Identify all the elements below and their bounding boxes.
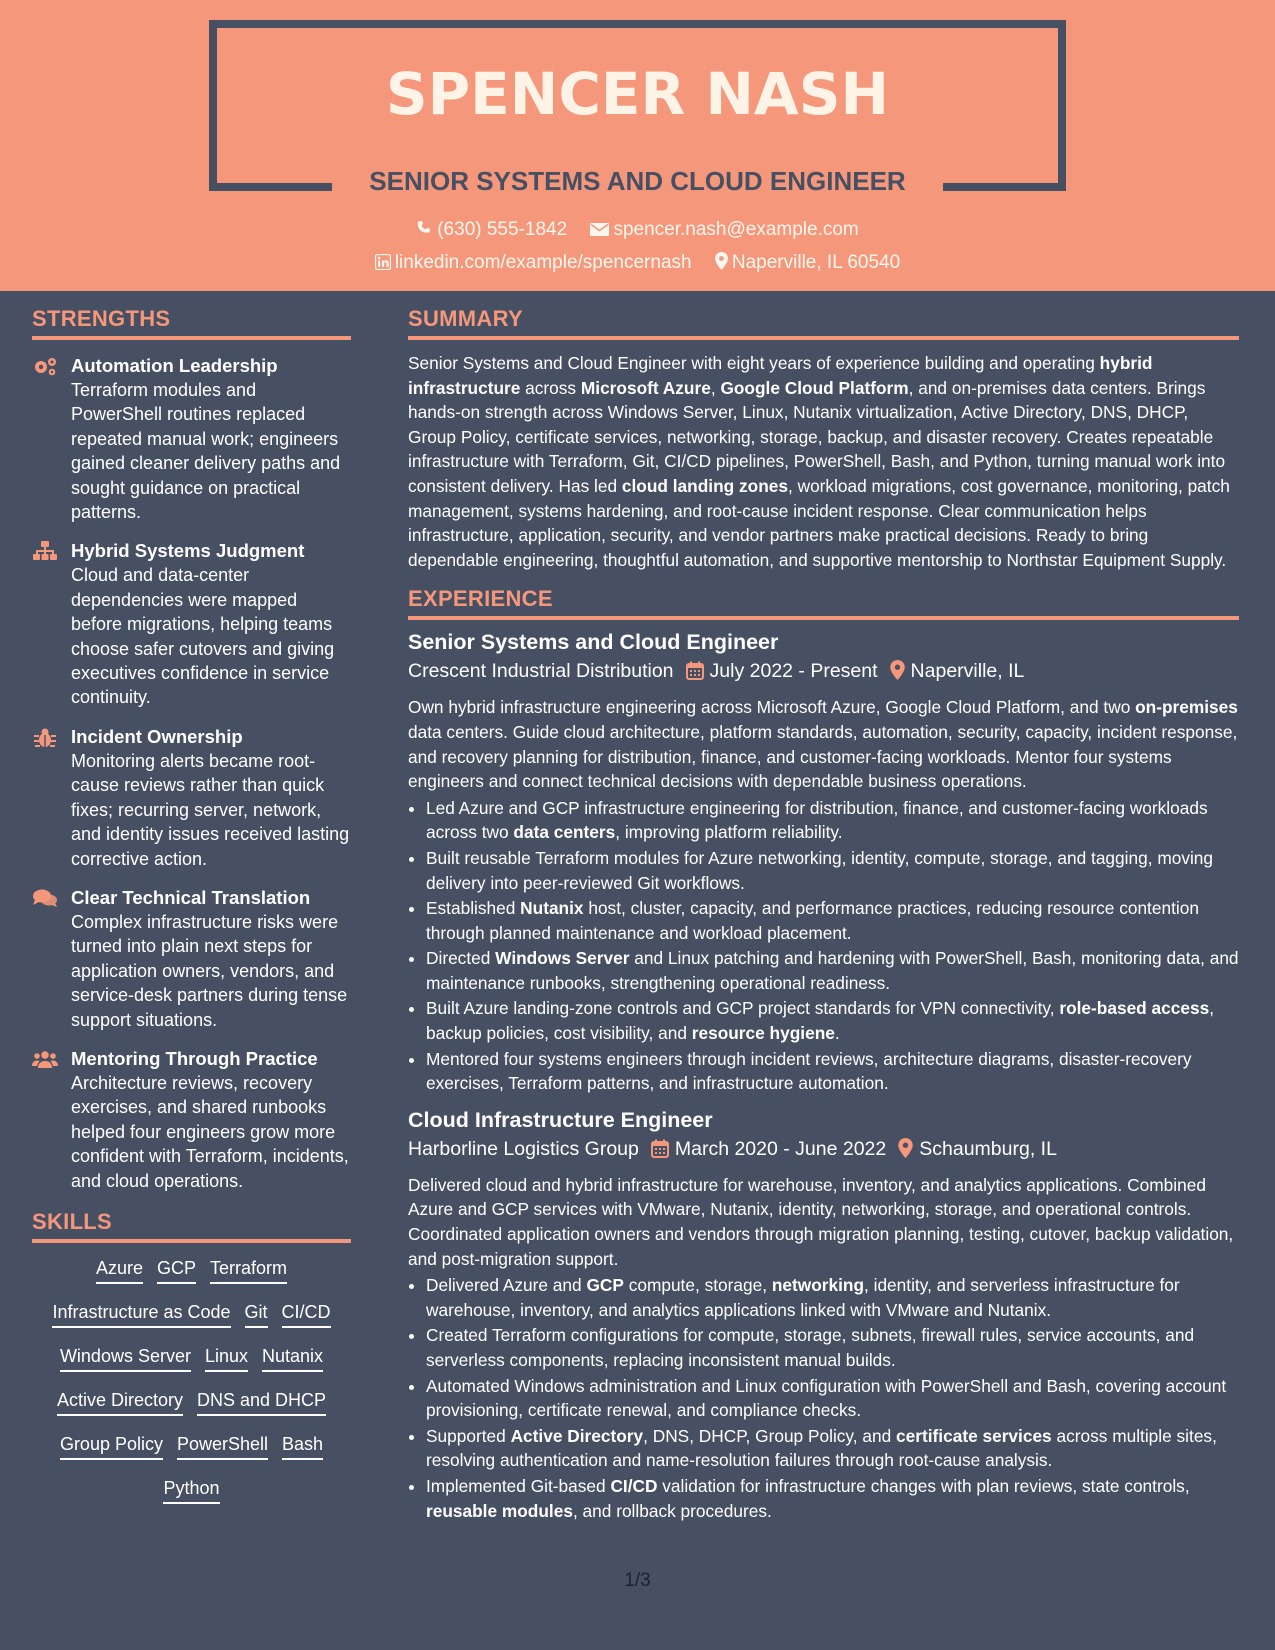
job-bullet bbox=[426, 1374, 1239, 1423]
text-run: , identity, and serverless infrastructure for warehouse, inventory, and analytics applications linked with VMware and Nutanix. bbox=[426, 1275, 1180, 1320]
text-run: , and rollback procedures. bbox=[572, 1500, 772, 1521]
strength-title: Clear Technical Translation bbox=[71, 886, 311, 908]
emphasis-text: role-based access bbox=[1059, 998, 1210, 1019]
text-run: Delivered Azure and bbox=[426, 1275, 587, 1296]
text-run: data centers. Guide cloud architecture, platform standards, automation, security, capacity, incident response, and recovery planning for distribution, finance, and customer-facing workloads. Mentor four systems engineers and connect technical decisions with dependable business operations. bbox=[408, 721, 1238, 792]
job-bullet bbox=[426, 1323, 1239, 1372]
bug-icon bbox=[32, 727, 58, 749]
strength-item bbox=[32, 539, 351, 709]
skill-tag: Infrastructure as Code bbox=[52, 1301, 230, 1328]
strength-description: Cloud and data-center dependencies were mapped before migrations, helping teams choose safer cutovers and giving executives confidence in service continuity. bbox=[71, 565, 335, 708]
job-meta bbox=[408, 656, 1239, 689]
text-run: compute, storage, bbox=[623, 1275, 772, 1296]
text-run: Created Terraform configurations for compute, storage, subnets, firewall rules, service accounts, and serverless components, replacing inconsistent manual builds. bbox=[426, 1325, 1195, 1370]
skills-heading: SKILLS bbox=[32, 1209, 351, 1243]
calendar-icon bbox=[686, 659, 704, 689]
text-run: Mentored four systems engineers through incident reviews, architecture diagrams, disaster-recovery exercises, Terraform patterns, and infrastructure automation. bbox=[426, 1048, 1192, 1094]
location-text: Naperville, IL 60540 bbox=[731, 252, 901, 273]
text-run: Built Azure landing-zone controls and GCP project standards for VPN connectivity, bbox=[426, 998, 1060, 1019]
envelope-icon bbox=[590, 219, 609, 241]
text-run: and Linux patching and hardening with PowerShell, Bash, monitoring data, and maintenance runbooks, strengthening operational readiness. bbox=[426, 948, 1239, 993]
experience-heading: EXPERIENCE bbox=[408, 586, 1239, 620]
linkedin-text: linkedin.com/example/spencernash bbox=[394, 252, 692, 273]
phone-contact[interactable] bbox=[416, 219, 567, 241]
contact-row-2 bbox=[0, 252, 1275, 274]
job-bullet bbox=[426, 1047, 1239, 1096]
emphasis-text: cloud landing zones bbox=[621, 475, 788, 496]
company-name: Harborline Logistics Group bbox=[408, 1137, 639, 1160]
job-entry bbox=[408, 1106, 1239, 1523]
phone-text: (630) 555-1842 bbox=[437, 219, 568, 240]
linkedin-contact[interactable] bbox=[375, 252, 692, 274]
summary-heading: SUMMARY bbox=[408, 306, 1239, 340]
skill-tag: Nutanix bbox=[262, 1345, 323, 1372]
text-run: Built reusable Terraform modules for Azure networking, identity, compute, storage, and tagging, moving delivery into peer-reviewed Git workflows. bbox=[426, 847, 1214, 893]
job-description bbox=[408, 695, 1239, 793]
strength-title: Incident Ownership bbox=[71, 725, 243, 747]
calendar-icon bbox=[651, 1137, 669, 1167]
job-meta bbox=[408, 1134, 1239, 1167]
experience-list bbox=[408, 628, 1239, 1523]
text-run: , workload migrations, cost governance, monitoring, patch management, systems hardening, and root-cause incident response. Clear communication helps infrastructure, application, security, and vendor partners make practical decisions. Ready to bring dependable engineering, thoughtful automation, and supportive mentorship to Northstar Equipment Supply. bbox=[408, 475, 1230, 570]
skills-row bbox=[32, 1389, 351, 1433]
job-bullet bbox=[426, 1474, 1239, 1523]
phone-icon bbox=[416, 219, 433, 241]
linkedin-icon bbox=[375, 252, 391, 274]
candidate-title: SENIOR SYSTEMS AND CLOUD ENGINEER bbox=[369, 166, 906, 196]
strength-item bbox=[32, 725, 351, 871]
emphasis-text: hybrid infrastructure bbox=[408, 353, 1153, 398]
job-bullet bbox=[426, 796, 1239, 845]
text-run: Led Azure and GCP infrastructure engineering for distribution, finance, and customer-facing workloads across two bbox=[426, 797, 1208, 843]
emphasis-text: Google Cloud Platform bbox=[720, 377, 909, 398]
users-icon bbox=[32, 1049, 58, 1071]
strengths-list bbox=[32, 354, 351, 1193]
strength-description: Terraform modules and PowerShell routines replaced repeated manual work; engineers gained cleaner delivery paths and sought guidance on practical patterns. bbox=[71, 380, 341, 523]
emphasis-text: certificate services bbox=[896, 1425, 1052, 1446]
text-run: , backup policies, cost visibility, and bbox=[426, 998, 1215, 1044]
text-run: host, cluster, capacity, and performance practices, reducing resource contention through planned maintenance and workload placement. bbox=[426, 898, 1199, 943]
skill-tag: CI/CD bbox=[282, 1301, 331, 1328]
job-location: Naperville, IL bbox=[910, 660, 1025, 683]
skills-list bbox=[32, 1257, 351, 1521]
text-run: across bbox=[520, 377, 581, 398]
job-entry bbox=[408, 628, 1239, 1096]
comments-icon bbox=[32, 888, 58, 910]
emphasis-text: Windows Server bbox=[495, 948, 630, 969]
text-run: . bbox=[834, 1023, 840, 1044]
text-run: Senior Systems and Cloud Engineer with eight years of experience building and operating bbox=[408, 353, 1100, 373]
text-run: validation for infrastructure changes with plan reviews, state controls, bbox=[657, 1475, 1190, 1496]
location-contact bbox=[715, 252, 900, 274]
strength-item bbox=[32, 354, 351, 524]
job-dates: July 2022 - Present bbox=[709, 660, 878, 683]
text-run: Automated Windows administration and Linux configuration with PowerShell and Bash, covering account provisioning, certificate renewal, and compliance checks. bbox=[426, 1375, 1227, 1421]
skill-tag: Bash bbox=[282, 1433, 323, 1460]
job-bullet bbox=[426, 1424, 1239, 1473]
sitemap-icon bbox=[32, 541, 58, 563]
skill-tag: Azure bbox=[96, 1257, 143, 1284]
map-marker-icon bbox=[890, 659, 905, 689]
skills-row bbox=[32, 1301, 351, 1345]
text-run: Delivered cloud and hybrid infrastructure for warehouse, inventory, and analytics applications. Combined Azure and GCP services with VMware, Nutanix, identity, networking, storage, and operational controls. Coordinated application owners and vendors through migration planning, testing, cutover, backup validation, and post-migration support. bbox=[408, 1174, 1234, 1269]
map-marker-icon bbox=[898, 1137, 913, 1167]
email-text: spencer.nash@example.com bbox=[613, 219, 859, 240]
resume-header bbox=[0, 0, 1275, 291]
skill-tag: Windows Server bbox=[60, 1345, 191, 1372]
strengths-heading: STRENGTHS bbox=[32, 306, 351, 340]
map-marker-icon bbox=[715, 252, 728, 274]
skills-row bbox=[32, 1477, 351, 1521]
text-run: Implemented Git-based bbox=[426, 1475, 611, 1496]
strength-description: Monitoring alerts became root-cause reviews rather than quick fixes; recurring server, network, and identity issues received lasting corrective action. bbox=[71, 750, 350, 869]
job-description bbox=[408, 1173, 1239, 1271]
strength-title: Automation Leadership bbox=[71, 355, 278, 376]
text-run: Directed bbox=[426, 948, 496, 969]
job-bullets bbox=[408, 1273, 1239, 1523]
emphasis-text: CI/CD bbox=[610, 1475, 658, 1496]
text-run: , improving platform reliability. bbox=[615, 822, 843, 843]
job-bullet bbox=[426, 896, 1239, 945]
strength-title: Mentoring Through Practice bbox=[71, 1047, 318, 1069]
emphasis-text: reusable modules bbox=[426, 1500, 573, 1521]
skill-tag: Terraform bbox=[210, 1257, 287, 1284]
job-dates: March 2020 - June 2022 bbox=[674, 1137, 887, 1160]
right-column bbox=[408, 306, 1239, 1533]
skill-tag: Linux bbox=[205, 1345, 248, 1372]
skill-tag: Git bbox=[245, 1301, 268, 1328]
skill-tag: Group Policy bbox=[60, 1433, 163, 1460]
text-run: across multiple sites, resolving authentication and name-resolution failures through root-cause analysis. bbox=[426, 1425, 1217, 1471]
job-bullets bbox=[408, 796, 1239, 1096]
candidate-name: SPENCER NASH bbox=[385, 60, 890, 128]
contact-row-1 bbox=[0, 219, 1275, 241]
strength-description: Architecture reviews, recovery exercises, and shared runbooks helped four engineers grow more confident with Terraform, incidents, and cloud operations. bbox=[71, 1072, 349, 1191]
text-run: , bbox=[710, 377, 721, 398]
emphasis-text: networking bbox=[771, 1275, 864, 1296]
job-bullet bbox=[426, 846, 1239, 895]
emphasis-text: Nutanix bbox=[520, 898, 584, 919]
strength-item bbox=[32, 886, 351, 1032]
page-number: 1/3 bbox=[624, 1570, 651, 1591]
left-column bbox=[32, 306, 351, 1521]
text-run: Supported bbox=[426, 1425, 511, 1446]
text-run: , and on-premises data centers. Brings hands-on strength across Windows Server, Linux, Nutanix virtualization, Active Directory, DNS, DHCP, Group Policy, certificate services, networking, storage, backup, and disaster recovery. Creates repeatable infrastructure with Terraform, Git, CI/CD pipelines, PowerShell, Bash, and Python, turning manual work into consistent delivery. Has led bbox=[408, 377, 1226, 496]
company-name: Crescent Industrial Distribution bbox=[408, 660, 674, 683]
job-bullet bbox=[426, 1273, 1239, 1322]
emphasis-text: Active Directory bbox=[510, 1425, 644, 1446]
emphasis-text: data centers bbox=[513, 822, 616, 843]
emphasis-text: GCP bbox=[586, 1275, 624, 1296]
text-run: , DNS, DHCP, Group Policy, and bbox=[643, 1425, 897, 1446]
text-run: Established bbox=[426, 898, 521, 919]
emphasis-text: resource hygiene bbox=[691, 1023, 835, 1044]
skill-tag: PowerShell bbox=[177, 1433, 268, 1460]
job-title: Senior Systems and Cloud Engineer bbox=[408, 630, 779, 655]
skills-row bbox=[32, 1433, 351, 1477]
skill-tag: Active Directory bbox=[57, 1389, 183, 1416]
job-bullet bbox=[426, 996, 1239, 1045]
gears-icon bbox=[32, 356, 58, 378]
text-run: Own hybrid infrastructure engineering across Microsoft Azure, Google Cloud Platform, and two bbox=[408, 697, 1136, 718]
skills-row bbox=[32, 1257, 351, 1301]
job-title: Cloud Infrastructure Engineer bbox=[408, 1107, 713, 1132]
skill-tag: DNS and DHCP bbox=[197, 1389, 326, 1416]
emphasis-text: Microsoft Azure bbox=[580, 377, 711, 398]
skill-tag: GCP bbox=[157, 1257, 196, 1284]
job-location: Schaumburg, IL bbox=[919, 1137, 1057, 1160]
strength-description: Complex infrastructure risks were turned into plain next steps for application owners, vendors, and service-desk partners during tense support situations. bbox=[71, 911, 348, 1030]
skill-tag: Python bbox=[163, 1477, 219, 1504]
emphasis-text: on-premises bbox=[1135, 697, 1238, 718]
strength-title: Hybrid Systems Judgment bbox=[71, 540, 305, 562]
strength-item bbox=[32, 1047, 351, 1193]
job-bullet bbox=[426, 946, 1239, 995]
email-contact[interactable] bbox=[590, 219, 858, 241]
skills-row bbox=[32, 1345, 351, 1389]
summary-text bbox=[408, 351, 1239, 572]
